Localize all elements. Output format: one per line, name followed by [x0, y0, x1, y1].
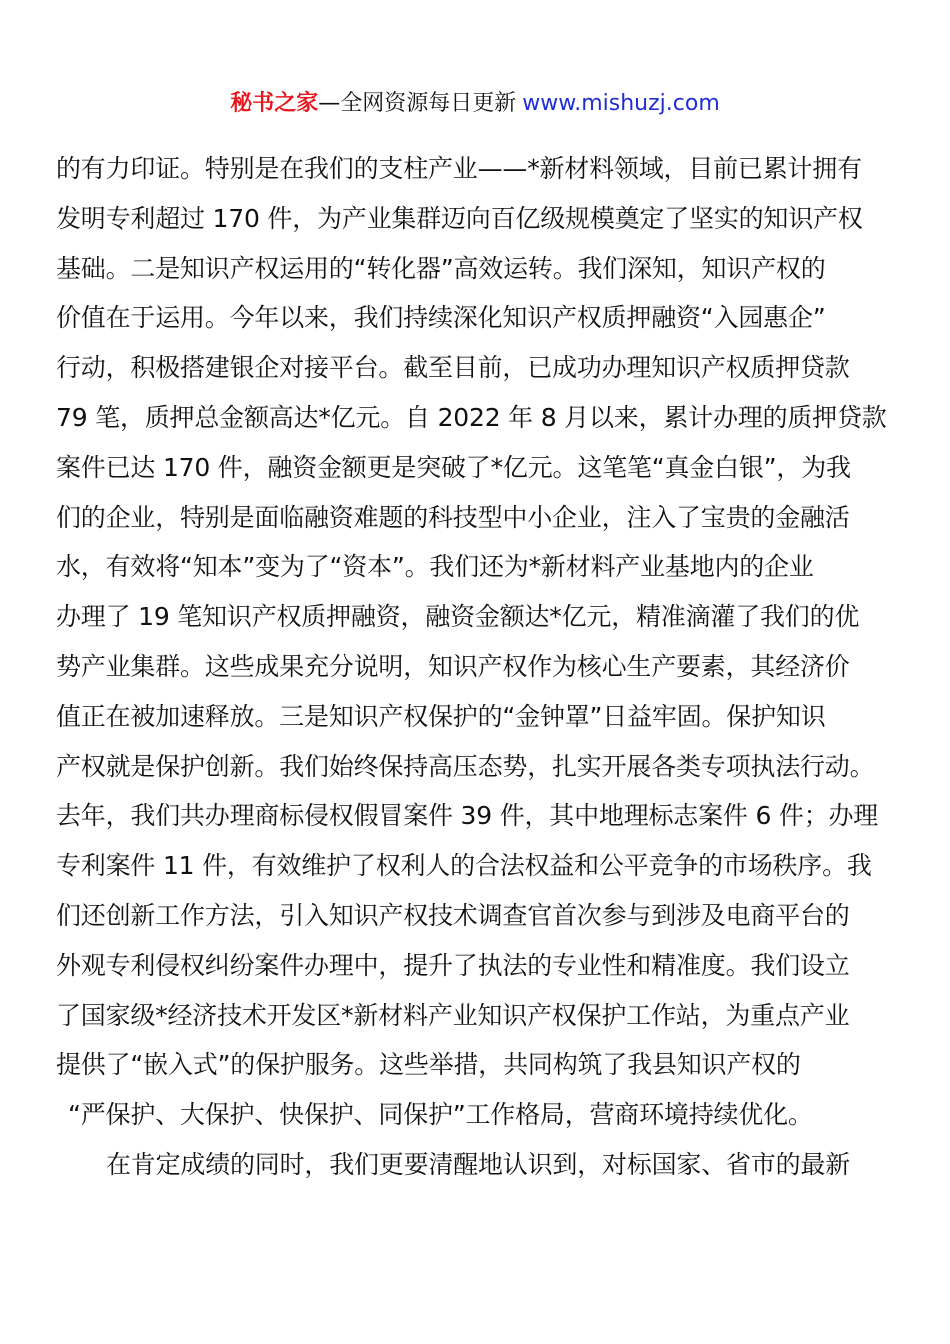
text-line: 发明专利超过 170 件，为产业集群迈向百亿级规模奠定了坚实的知识产权 — [56, 203, 863, 233]
text-line: 案件已达 170 件，融资金额更是突破了*亿元。这笔笔“真金白银”，为我 — [56, 452, 851, 482]
text-line: 们的企业，特别是面临融资难题的科技型中小企业，注入了宝贵的金融活 — [56, 502, 850, 532]
paragraph-start-line: 在肯定成绩的同时，我们更要清醒地认识到，对标国家、省市的最新 — [106, 1149, 851, 1179]
text-line: 水，有效将“知本”变为了“资本”。我们还为*新材料产业基地内的企业 — [56, 552, 814, 582]
text-line: 79 笔，质押总金额高达*亿元。自 2022 年 8 月以来，累计办理的质押贷款 — [56, 402, 887, 432]
text-line: 外观专利侵权纠纷案件办理中，提升了执法的专业性和精准度。我们设立 — [56, 950, 850, 980]
text-line: 基础。二是知识产权运用的“转化器”高效运转。我们深知，知识产权的 — [56, 253, 826, 283]
body-text — [56, 144, 896, 1190]
site-url-link[interactable]: www.mishuzj.com — [522, 91, 720, 116]
text-line: 提供了“嵌入式”的保护服务。这些举措，共同构筑了我县知识产权的 — [56, 1050, 801, 1080]
text-line: 值正在被加速释放。三是知识产权保护的“金钟罩”日益牢固。保护知识 — [56, 701, 826, 731]
text-line: 势产业集群。这些成果充分说明，知识产权作为核心生产要素，其经济价 — [56, 651, 850, 681]
text-line: 的有力印证。特别是在我们的支柱产业——*新材料领域，目前已累计拥有 — [56, 154, 862, 183]
text-line: 价值在于运用。今年以来，我们持续深化知识产权质押融资“入园惠企” — [56, 303, 826, 333]
text-line: “严保护、大保护、快保护、同保护”工作格局，营商环境持续优化。 — [68, 1100, 813, 1130]
brand-name: 秘书之家 — [230, 91, 319, 116]
page-header — [0, 88, 950, 120]
text-line: 们还创新工作方法，引入知识产权技术调查官首次参与到涉及电商平台的 — [56, 900, 850, 930]
header-dash: — — [318, 91, 341, 116]
text-line: 办理了 19 笔知识产权质押融资，融资金额达*亿元，精准滴灌了我们的优 — [56, 602, 860, 632]
text-line: 了国家级*经济技术开发区*新材料产业知识产权保护工作站，为重点产业 — [56, 1000, 850, 1030]
text-line: 专利案件 11 件，有效维护了权利人的合法权益和公平竞争的市场秩序。我 — [56, 851, 872, 881]
header-tagline: 全网资源每日更新 — [340, 91, 517, 116]
text-line: 去年，我们共办理商标侵权假冒案件 39 件，其中地理标志案件 6 件；办理 — [56, 801, 879, 831]
text-line: 产权就是保护创新。我们始终保持高压态势，扎实开展各类专项执法行动。 — [56, 751, 875, 781]
text-line: 行动，积极搭建银企对接平台。截至目前，已成功办理知识产权质押贷款 — [56, 353, 850, 383]
